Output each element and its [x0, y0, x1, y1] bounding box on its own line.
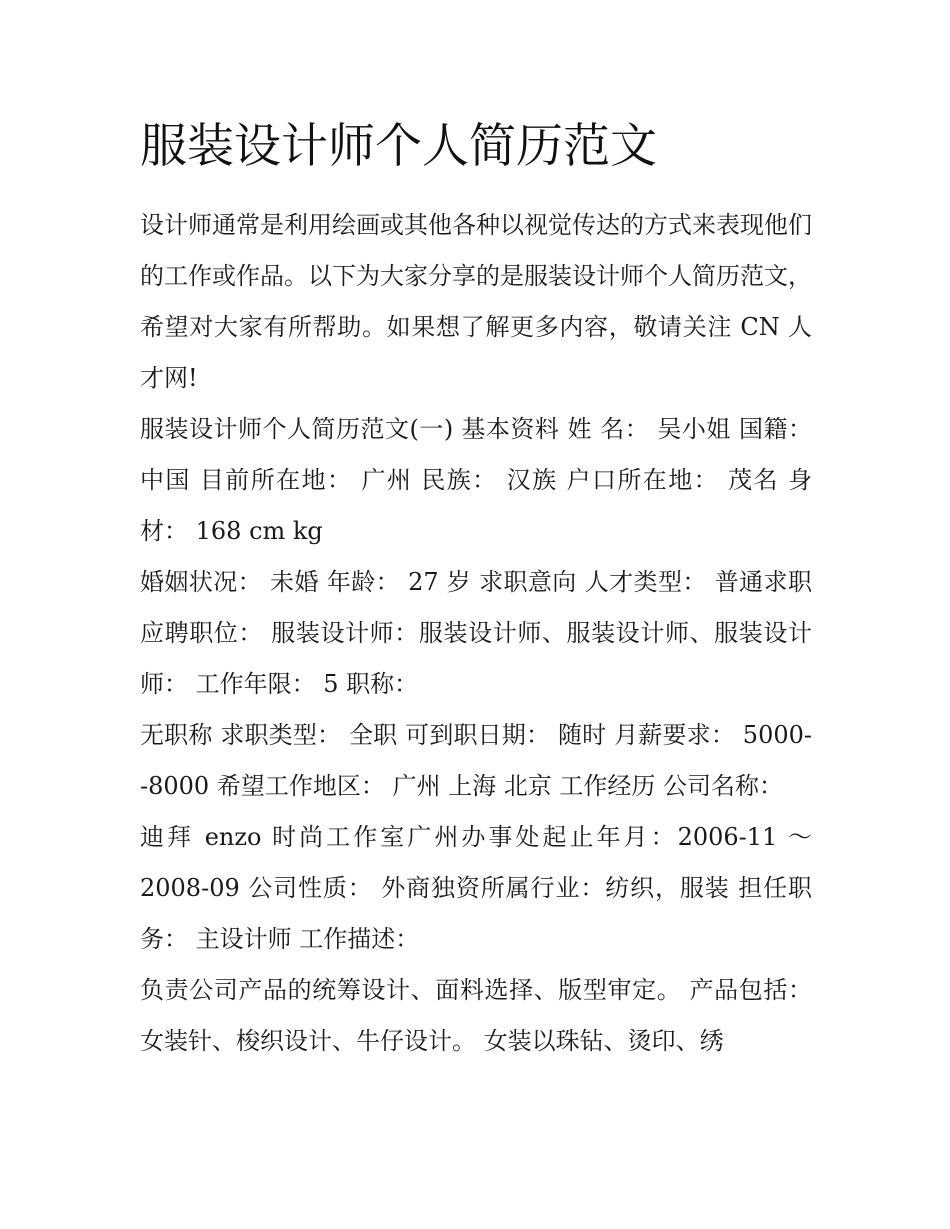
job-type-paragraph: 无职称 求职类型： 全职 可到职日期： 随时 月薪要求： 5000--8000 希望工作地区： 广州 上海 北京 工作经历 公司名称： [140, 721, 812, 800]
work-experience-paragraph: 迪拜 enzo 时尚工作室广州办事处起止年月：2006-11 ～ 2008-09 公司性质： 外商独资所属行业：纺织，服装 担任职务： 主设计师 工作描述： [140, 823, 812, 953]
document-title: 服装设计师个人简历范文 [140, 119, 657, 174]
job-description-paragraph: 负责公司产品的统筹设计、面料选择、版型审定。 产品包括：女装针、梭织设计、牛仔设计。 女装以珠钻、烫印、绣 [140, 976, 812, 1055]
intro-paragraph: 设计师通常是利用绘画或其他各种以视觉传达的方式来表现他们的工作或作品。以下为大家分享的是服装设计师个人简历范文，希望对大家有所帮助。如果想了解更多内容，敬请关注 CN 人才网! [140, 211, 812, 392]
job-intention-paragraph: 婚姻状况： 未婚 年龄： 27 岁 求职意向 人才类型： 普通求职 应聘职位： 服装设计师：服装设计师、服装设计师、服装设计师： 工作年限： 5 职称： [140, 568, 812, 698]
document-body [140, 112, 812, 1067]
basic-info-paragraph: 服装设计师个人简历范文(一) 基本资料 姓 名： 吴小姐 国籍： 中国 目前所在地： 广州 民族： 汉族 户口所在地： 茂名 身材： 168 cm kg [140, 415, 812, 545]
